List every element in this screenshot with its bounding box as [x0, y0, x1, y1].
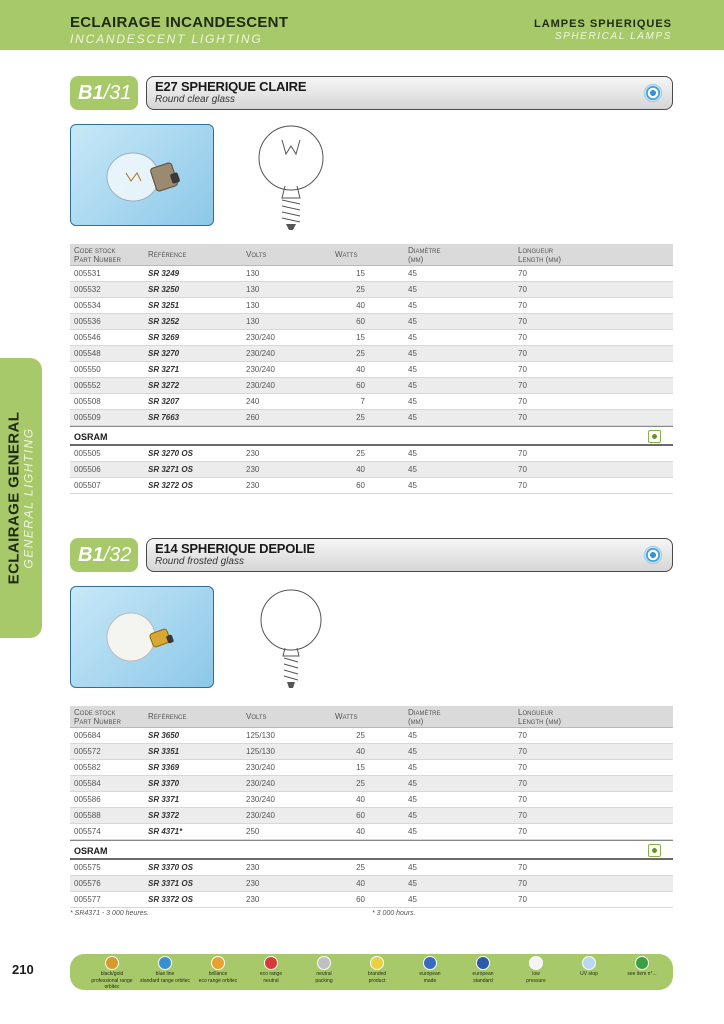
cell-volts: 240: [246, 397, 260, 406]
cell-volts: 230/240: [246, 381, 275, 390]
cell-watts: 40: [356, 301, 365, 310]
table-row: [70, 330, 673, 346]
cell-watts: 40: [356, 879, 365, 888]
cell-diameter: 45: [408, 795, 417, 804]
cell-reference: SR 7663: [148, 413, 180, 422]
cell-volts: 125/130: [246, 747, 275, 756]
cell-diameter: 45: [408, 397, 417, 406]
table-row: [70, 824, 673, 840]
legend-label: european: [419, 971, 441, 977]
section-subtitle: Round frosted glass: [155, 556, 244, 567]
cell-code: 005576: [74, 879, 101, 888]
cell-reference: SR 3271 OS: [148, 465, 193, 474]
legend-item: [137, 956, 193, 984]
cell-diameter: 45: [408, 301, 417, 310]
table-row: [70, 362, 673, 378]
cell-diameter: 45: [408, 747, 417, 756]
cell-length: 70: [518, 895, 527, 904]
cell-reference: SR 3250: [148, 285, 180, 294]
cell-watts: 60: [356, 811, 365, 820]
brand-label: OSRAM: [74, 432, 108, 442]
header-left: [70, 14, 288, 46]
legend-label: standard range orbitec: [139, 978, 191, 984]
cell-length: 70: [518, 481, 527, 490]
table-row: [70, 266, 673, 282]
cell-code: 005550: [74, 365, 101, 374]
table-row: [70, 728, 673, 744]
cell-diameter: 45: [408, 465, 417, 474]
legend-item: [614, 956, 670, 977]
frosted-bulb-icon: [71, 587, 214, 688]
cell-watts: 60: [356, 317, 365, 326]
cell-volts: 230/240: [246, 763, 275, 772]
cell-length: 70: [518, 317, 527, 326]
legend-icon: [264, 956, 278, 970]
cell-length: 70: [518, 747, 527, 756]
product-section: [70, 76, 673, 490]
cell-code: 005572: [74, 747, 101, 756]
side-tab: [0, 358, 42, 638]
legend-bar: [70, 954, 673, 990]
cell-reference: SR 3207: [148, 397, 180, 406]
legend-icon: [476, 956, 490, 970]
cell-watts: 25: [356, 863, 365, 872]
table-row: [70, 892, 673, 908]
cell-volts: 230/240: [246, 333, 275, 342]
cell-length: 70: [518, 811, 527, 820]
cell-code: 005588: [74, 811, 101, 820]
branded-product-icon: [648, 430, 661, 443]
header-title: ECLAIRAGE INCANDESCENT: [70, 14, 289, 31]
cell-length: 70: [518, 397, 527, 406]
cell-diameter: 45: [408, 269, 417, 278]
section-title: E14 SPHERIQUE DEPOLIE: [155, 541, 315, 556]
cell-code: 005684: [74, 731, 101, 740]
legend-label: product: [368, 978, 386, 984]
cell-watts: 15: [356, 763, 365, 772]
cell-volts: 230/240: [246, 349, 275, 358]
cell-code: 005508: [74, 397, 101, 406]
cell-code: 005506: [74, 465, 101, 474]
legend-label: eco range: [259, 971, 283, 977]
cell-diameter: 45: [408, 413, 417, 422]
cell-diameter: 45: [408, 365, 417, 374]
cell-code: 005534: [74, 301, 101, 310]
cell-reference: SR 3372: [148, 811, 180, 820]
cell-volts: 230: [246, 465, 260, 474]
section-title-bar: [146, 76, 673, 110]
cell-volts: 130: [246, 317, 260, 326]
legend-label: UV stop: [580, 971, 598, 977]
section-header: [70, 76, 673, 110]
cell-reference: SR 3251: [148, 301, 180, 310]
table-row: [70, 314, 673, 330]
cell-length: 70: [518, 879, 527, 888]
target-icon: [644, 84, 662, 102]
page-number: 210: [12, 962, 34, 977]
legend-label: eco range orbitec: [198, 978, 238, 984]
legend-label: pressure: [526, 978, 546, 984]
cell-length: 70: [518, 365, 527, 374]
cell-code: 005507: [74, 481, 101, 490]
cell-diameter: 45: [408, 481, 417, 490]
cell-length: 70: [518, 285, 527, 294]
legend-icon: [635, 956, 649, 970]
legend-icon: [317, 956, 331, 970]
legend-label: brillance: [208, 971, 228, 977]
legend-label: standard: [473, 978, 493, 984]
cell-length: 70: [518, 863, 527, 872]
table-header-row: Code stock Part Number Référence Volts Watts Diamètre (mm) Longueur Length (mm): [70, 244, 673, 266]
cell-volts: 230/240: [246, 779, 275, 788]
cell-volts: 230: [246, 879, 260, 888]
side-tab-subtitle: GENERAL LIGHTING: [21, 427, 36, 569]
section-subtitle: Round clear glass: [155, 94, 236, 105]
table-row: [70, 792, 673, 808]
cell-code: 005546: [74, 333, 101, 342]
cell-reference: SR 3269: [148, 333, 180, 342]
cell-volts: 230/240: [246, 811, 275, 820]
cell-reference: SR 4371*: [148, 827, 183, 836]
table-row: [70, 394, 673, 410]
cell-code: 005509: [74, 413, 101, 422]
cell-length: 70: [518, 269, 527, 278]
cell-diameter: 45: [408, 879, 417, 888]
legend-item: [296, 956, 352, 984]
cell-watts: 25: [356, 779, 365, 788]
section-header: [70, 538, 673, 572]
table-row: [70, 860, 673, 876]
table-row: [70, 446, 673, 462]
target-icon: [644, 546, 662, 564]
cell-reference: SR 3370 OS: [148, 863, 193, 872]
cell-length: 70: [518, 465, 527, 474]
cell-reference: SR 3249: [148, 269, 180, 278]
table-row: [70, 808, 673, 824]
branded-product-icon: [648, 844, 661, 857]
cell-volts: 230: [246, 449, 260, 458]
cell-length: 70: [518, 333, 527, 342]
table-row: [70, 298, 673, 314]
header-category: LAMPES SPHERIQUES: [533, 18, 672, 30]
legend-icon: [423, 956, 437, 970]
cell-code: 005575: [74, 863, 101, 872]
legend-icon: [105, 956, 119, 970]
legend-label: black/gold: [100, 971, 124, 977]
legend-label: neutral: [263, 978, 279, 984]
legend-item: [402, 956, 458, 984]
cell-code: 005574: [74, 827, 101, 836]
legend-icon: [582, 956, 596, 970]
cell-reference: SR 3372 OS: [148, 895, 193, 904]
cell-volts: 230: [246, 481, 260, 490]
cell-watts: 25: [356, 413, 365, 422]
cell-reference: SR 3271: [148, 365, 180, 374]
cell-volts: 230: [246, 863, 260, 872]
table-row: [70, 346, 673, 362]
legend-icon: [158, 956, 172, 970]
legend-icon: [529, 956, 543, 970]
table-row: [70, 410, 673, 426]
cell-diameter: 45: [408, 731, 417, 740]
header-subtitle: INCANDESCENT LIGHTING: [70, 32, 263, 46]
cell-diameter: 45: [408, 349, 417, 358]
legend-label: professional range orbitec: [91, 978, 133, 990]
cell-watts: 40: [356, 747, 365, 756]
table-row: [70, 876, 673, 892]
header-category-sub: SPHERICAL LAMPS: [554, 31, 672, 42]
legend-label: neutral: [316, 971, 332, 977]
side-tab-title: ECLAIRAGE GENERAL: [5, 411, 23, 585]
cell-reference: SR 3270: [148, 349, 180, 358]
cell-watts: 15: [356, 269, 365, 278]
brand-row: [70, 426, 673, 446]
table-row: [70, 478, 673, 494]
product-photo: [70, 124, 214, 226]
cell-length: 70: [518, 449, 527, 458]
cell-volts: 130: [246, 301, 260, 310]
cell-diameter: 45: [408, 863, 417, 872]
cell-reference: SR 3371 OS: [148, 879, 193, 888]
spec-table: [70, 244, 673, 494]
cell-length: 70: [518, 381, 527, 390]
cell-length: 70: [518, 827, 527, 836]
legend-label: european: [472, 971, 494, 977]
cell-code: 005577: [74, 895, 101, 904]
cell-reference: SR 3272 OS: [148, 481, 193, 490]
cell-reference: SR 3371: [148, 795, 180, 804]
cell-code: 005531: [74, 269, 101, 278]
cell-volts: 230/240: [246, 365, 275, 374]
cell-diameter: 45: [408, 895, 417, 904]
cell-watts: 60: [356, 481, 365, 490]
cell-watts: 25: [356, 731, 365, 740]
cell-reference: SR 3272: [148, 381, 180, 390]
table-row: [70, 378, 673, 394]
table-row: [70, 744, 673, 760]
cell-diameter: 45: [408, 779, 417, 788]
cell-volts: 260: [246, 413, 260, 422]
cell-diameter: 45: [408, 827, 417, 836]
legend-item: [561, 956, 617, 977]
cell-volts: 125/130: [246, 731, 275, 740]
footnote-fr: * SR4371 - 3 000 heures.: [70, 910, 149, 917]
cell-length: 70: [518, 731, 527, 740]
table-header-row: Code stock Part Number Référence Volts Watts Diamètre (mm) Longueur Length (mm): [70, 706, 673, 728]
legend-label: branded: [367, 971, 387, 977]
cell-diameter: 45: [408, 811, 417, 820]
cell-length: 70: [518, 349, 527, 358]
brand-row: [70, 840, 673, 860]
legend-label: see item n°...: [627, 971, 657, 977]
cell-reference: SR 3351: [148, 747, 180, 756]
header-right: [534, 18, 672, 42]
cell-watts: 15: [356, 333, 365, 342]
legend-item: [349, 956, 405, 984]
footnote-en: * 3 000 hours.: [372, 910, 416, 917]
cell-watts: 40: [356, 827, 365, 836]
table-row: [70, 462, 673, 478]
legend-label: blue line: [155, 971, 175, 977]
legend-label: low: [532, 971, 540, 977]
table-row: [70, 760, 673, 776]
cell-watts: 25: [356, 285, 365, 294]
cell-code: 005582: [74, 763, 101, 772]
cell-watts: 60: [356, 381, 365, 390]
cell-length: 70: [518, 795, 527, 804]
legend-label: made: [423, 978, 437, 984]
cell-diameter: 45: [408, 381, 417, 390]
cell-reference: SR 3370: [148, 779, 180, 788]
bulb-line-drawing: [256, 124, 326, 232]
cell-watts: 25: [356, 449, 365, 458]
cell-volts: 250: [246, 827, 260, 836]
legend-item: [243, 956, 299, 984]
cell-code: 005548: [74, 349, 101, 358]
cell-volts: 230/240: [246, 795, 275, 804]
legend-item: [190, 956, 246, 984]
clear-bulb-icon: [71, 125, 214, 226]
cell-reference: SR 3252: [148, 317, 180, 326]
legend-icon: [211, 956, 225, 970]
cell-diameter: 45: [408, 317, 417, 326]
cell-reference: SR 3270 OS: [148, 449, 193, 458]
cell-watts: 7: [360, 397, 365, 406]
legend-item: [508, 956, 564, 984]
product-section: [70, 538, 673, 904]
cell-diameter: 45: [408, 333, 417, 342]
cell-watts: 40: [356, 365, 365, 374]
cell-length: 70: [518, 763, 527, 772]
legend-label: packing: [315, 978, 333, 984]
cell-code: 005584: [74, 779, 101, 788]
cell-volts: 130: [246, 269, 260, 278]
section-title: E27 SPHERIQUE CLAIRE: [155, 79, 307, 94]
cell-watts: 60: [356, 895, 365, 904]
cell-length: 70: [518, 779, 527, 788]
bulb-line-drawing: [256, 586, 326, 694]
cell-code: 005586: [74, 795, 101, 804]
spec-table: [70, 706, 673, 908]
legend-item: [455, 956, 511, 984]
cell-code: 005505: [74, 449, 101, 458]
product-photo: [70, 586, 214, 688]
cell-length: 70: [518, 413, 527, 422]
cell-length: 70: [518, 301, 527, 310]
legend-item: [84, 956, 140, 990]
table-row: [70, 776, 673, 792]
cell-watts: 25: [356, 349, 365, 358]
cell-code: 005532: [74, 285, 101, 294]
cell-diameter: 45: [408, 449, 417, 458]
cell-watts: 40: [356, 795, 365, 804]
cell-code: 005536: [74, 317, 101, 326]
cell-reference: SR 3650: [148, 731, 180, 740]
brand-label: OSRAM: [74, 846, 108, 856]
cell-code: 005552: [74, 381, 101, 390]
table-row: [70, 282, 673, 298]
section-badge: B1/32: [70, 538, 138, 572]
cell-volts: 130: [246, 285, 260, 294]
cell-diameter: 45: [408, 763, 417, 772]
legend-icon: [370, 956, 384, 970]
cell-reference: SR 3369: [148, 763, 180, 772]
section-badge: B1/31: [70, 76, 138, 110]
section-title-bar: [146, 538, 673, 572]
cell-diameter: 45: [408, 285, 417, 294]
cell-watts: 40: [356, 465, 365, 474]
cell-volts: 230: [246, 895, 260, 904]
